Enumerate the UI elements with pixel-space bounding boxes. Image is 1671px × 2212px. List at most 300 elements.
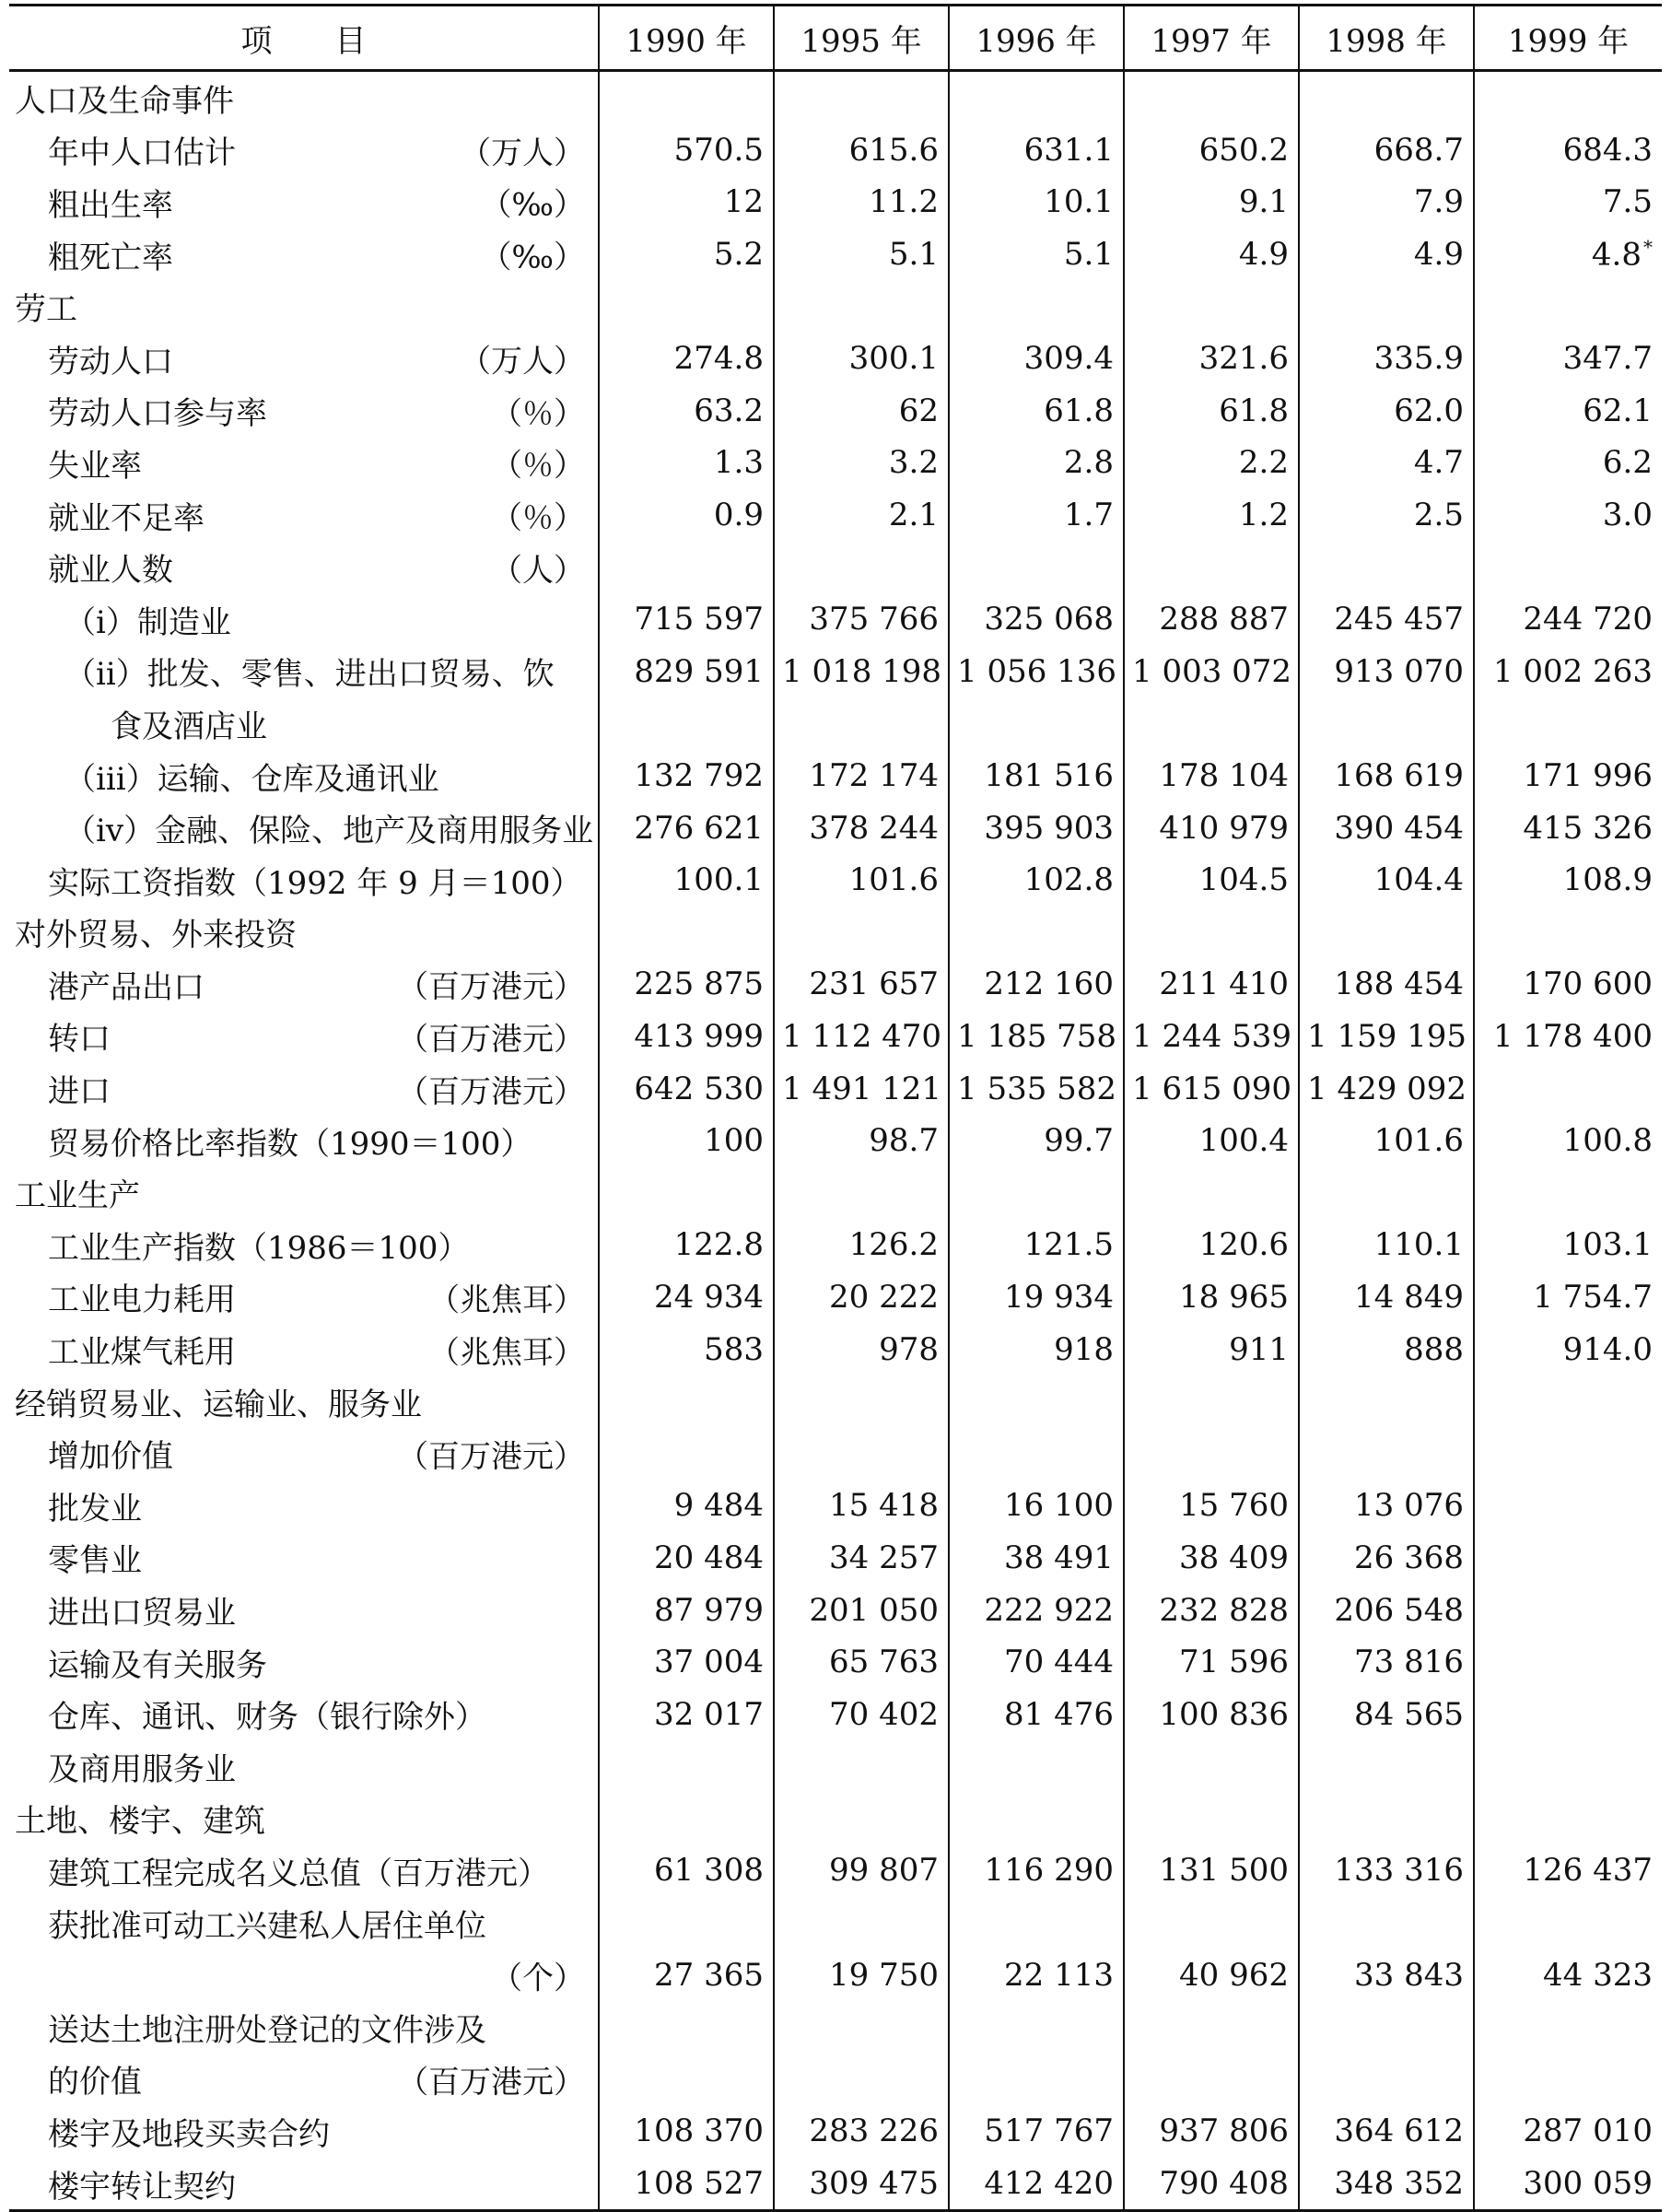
- cell-value: 81 476: [1004, 1695, 1114, 1733]
- row-label: 送达土地注册处登记的文件涉及: [48, 2011, 486, 2049]
- cell-value: 231 657: [809, 966, 939, 1003]
- value-cell: [1299, 1011, 1474, 1063]
- cell-value: 206 548: [1334, 1591, 1464, 1629]
- value-cell: [774, 437, 949, 489]
- value-cell: [1299, 697, 1474, 750]
- row-unit: （百万港元）: [397, 1073, 585, 1111]
- value-cell: [1124, 750, 1299, 802]
- row-unit: （百万港元）: [397, 1438, 585, 1476]
- cell-value: 413 999: [634, 1017, 764, 1055]
- table-row: [9, 1271, 1662, 1324]
- row-unit: （％）: [491, 499, 585, 537]
- value-cell: [599, 593, 774, 646]
- value-cell: [1474, 1480, 1662, 1532]
- value-cell: [774, 1897, 949, 1949]
- value-cell: [599, 385, 774, 438]
- cell-value: 170 600: [1523, 966, 1653, 1003]
- value-cell: [774, 2158, 949, 2211]
- cell-value: 517 767: [984, 2113, 1114, 2150]
- value-cell: [1474, 489, 1662, 542]
- value-cell: [599, 646, 774, 698]
- value-cell: [1124, 958, 1299, 1011]
- value-cell: [774, 802, 949, 854]
- row-item-cell: [9, 1949, 599, 2001]
- table-row: [9, 1897, 1662, 1949]
- cell-value: 375 766: [809, 601, 939, 638]
- cell-value: 108 370: [634, 2113, 764, 2150]
- value-cell: [949, 1480, 1124, 1532]
- cell-value: 171 996: [1523, 757, 1653, 795]
- cell-value: 15 760: [1179, 1487, 1289, 1525]
- table-row: [9, 1166, 1662, 1219]
- cell-value: 20 222: [829, 1278, 939, 1316]
- value-cell: [949, 1897, 1124, 1949]
- cell-value: 364 612: [1334, 2113, 1464, 2150]
- cell-value: 321.6: [1198, 340, 1289, 378]
- cell-value: 2.2: [1238, 444, 1289, 482]
- cell-value: 918: [1054, 1330, 1114, 1368]
- value-cell: [599, 958, 774, 1011]
- cell-value: 15 418: [829, 1487, 939, 1525]
- value-cell: [774, 1480, 949, 1532]
- cell-value: 1 112 470: [782, 1017, 942, 1055]
- value-cell: [774, 2105, 949, 2158]
- cell-value: 121.5: [1023, 1226, 1114, 1264]
- cell-value: 100.4: [1198, 1122, 1289, 1160]
- cell-value: 100.8: [1562, 1122, 1653, 1160]
- value-cell: [774, 1688, 949, 1740]
- cell-value: 288 887: [1159, 601, 1289, 638]
- cell-value: 38 491: [1004, 1539, 1114, 1576]
- value-cell: [1124, 1532, 1299, 1585]
- value-cell: [949, 541, 1124, 593]
- value-cell: [949, 1166, 1124, 1219]
- cell-value: 100: [704, 1122, 764, 1160]
- value-cell: [949, 593, 1124, 646]
- cell-value: 33 843: [1354, 1956, 1464, 1994]
- value-cell: [1474, 385, 1662, 438]
- value-cell: [1124, 854, 1299, 907]
- cell-value: 100.1: [673, 861, 764, 899]
- value-cell: [1124, 1166, 1299, 1219]
- cell-value: 61.8: [1219, 392, 1289, 429]
- row-label: 转口: [48, 1021, 111, 1059]
- value-cell: [949, 1636, 1124, 1689]
- value-cell: [1474, 646, 1662, 698]
- row-item-cell: [9, 1532, 599, 1585]
- value-cell: [1124, 1271, 1299, 1324]
- cell-value: 325 068: [984, 601, 1114, 638]
- value-cell: [1474, 71, 1662, 124]
- value-cell: [1299, 1793, 1474, 1845]
- value-cell: [1474, 854, 1662, 907]
- cell-value: 188 454: [1334, 966, 1464, 1003]
- table-row: [9, 1636, 1662, 1689]
- cell-value: 61.8: [1044, 392, 1114, 429]
- cell-value: 65 763: [829, 1644, 939, 1681]
- cell-value: 131 500: [1159, 1852, 1289, 1890]
- table-row: [9, 333, 1662, 385]
- row-item-cell: [9, 1740, 599, 1793]
- value-cell: [774, 1844, 949, 1897]
- cell-value: 395 903: [984, 809, 1114, 847]
- value-cell: [949, 646, 1124, 698]
- value-cell: [949, 1271, 1124, 1324]
- cell-value: 116 290: [984, 1852, 1114, 1890]
- value-cell: [949, 907, 1124, 959]
- row-item-cell: [9, 385, 599, 438]
- table-row: [9, 71, 1662, 124]
- value-cell: [949, 437, 1124, 489]
- cell-value: 27 365: [654, 1956, 764, 1994]
- cell-value: 415 326: [1523, 809, 1653, 847]
- value-cell: [1299, 1740, 1474, 1793]
- row-label: 失业率: [48, 447, 142, 485]
- cell-value: 829 591: [634, 652, 764, 690]
- row-item-cell: [9, 1793, 599, 1845]
- value-cell: [1124, 1688, 1299, 1740]
- row-label: 工业电力耗用: [48, 1282, 236, 1319]
- cell-value: 583: [704, 1330, 764, 1368]
- row-item-cell: [9, 1323, 599, 1375]
- cell-value: 108.9: [1562, 861, 1653, 899]
- cell-value: 108 527: [634, 2165, 764, 2203]
- cell-value: 10.1: [1044, 183, 1114, 221]
- value-cell: [949, 1584, 1124, 1636]
- cell-value: 110.1: [1373, 1226, 1464, 1264]
- value-cell: [599, 1115, 774, 1167]
- value-cell: [1124, 1062, 1299, 1115]
- cell-value: 212 160: [984, 966, 1114, 1003]
- cell-value: 978: [879, 1330, 939, 1368]
- row-label: 粗出生率: [48, 186, 173, 224]
- cell-value: 570.5: [673, 131, 764, 169]
- value-cell: [774, 1219, 949, 1271]
- table-row: [9, 1480, 1662, 1532]
- value-cell: [1299, 593, 1474, 646]
- value-cell: [949, 1375, 1124, 1428]
- value-cell: [1124, 697, 1299, 750]
- cell-value: 4.9: [1238, 236, 1289, 274]
- row-label: 进出口贸易业: [48, 1595, 236, 1633]
- cell-value: 2.1: [888, 497, 939, 534]
- row-label: 贸易价格比率指数（1990＝100）: [48, 1125, 532, 1163]
- row-item-cell: [9, 1011, 599, 1063]
- cell-value: 1 002 263: [1492, 652, 1653, 690]
- cell-value: 4.8: [1591, 236, 1642, 274]
- value-cell: [1474, 958, 1662, 1011]
- row-label: 劳工: [15, 291, 77, 329]
- value-cell: [1299, 2105, 1474, 2158]
- row-item-cell: [9, 2001, 599, 2054]
- row-item-cell: [9, 750, 599, 802]
- table-row: [9, 1688, 1662, 1740]
- value-cell: [599, 2001, 774, 2054]
- value-cell: [1474, 2105, 1662, 2158]
- value-cell: [949, 2001, 1124, 2054]
- row-item-cell: [9, 176, 599, 228]
- cell-value: 913 070: [1334, 652, 1464, 690]
- cell-value: 911: [1229, 1330, 1289, 1368]
- cell-value: 84 565: [1354, 1695, 1464, 1733]
- table-row: [9, 2001, 1662, 2054]
- value-cell: [1299, 1166, 1474, 1219]
- row-label: 土地、楼宇、建筑: [15, 1803, 265, 1841]
- table-row: [9, 1532, 1662, 1585]
- value-cell: [599, 1532, 774, 1585]
- value-cell: [1124, 907, 1299, 959]
- row-label: 食及酒店业: [111, 708, 267, 745]
- row-item-cell: [9, 1897, 599, 1949]
- row-unit: （兆焦耳）: [428, 1282, 585, 1319]
- value-cell: [599, 2158, 774, 2211]
- value-cell: [1299, 1062, 1474, 1115]
- table-row: [9, 697, 1662, 750]
- value-cell: [949, 1793, 1124, 1845]
- table-row: [9, 1375, 1662, 1428]
- value-cell: [599, 1375, 774, 1428]
- cell-value: 650.2: [1198, 131, 1289, 169]
- cell-value: 70 444: [1004, 1644, 1114, 1681]
- cell-value: 99.7: [1044, 1122, 1114, 1160]
- value-cell: [949, 2105, 1124, 2158]
- value-cell: [1474, 1271, 1662, 1324]
- value-cell: [599, 489, 774, 542]
- value-cell: [1474, 1323, 1662, 1375]
- cell-value: 274.8: [673, 340, 764, 378]
- value-cell: [949, 71, 1124, 124]
- value-cell: [1474, 280, 1662, 333]
- cell-value: 133 316: [1334, 1852, 1464, 1890]
- value-cell: [1299, 750, 1474, 802]
- row-unit: （兆焦耳）: [428, 1334, 585, 1372]
- value-cell: [949, 1219, 1124, 1271]
- cell-value: 211 410: [1159, 966, 1289, 1003]
- cell-value: 132 792: [634, 757, 764, 795]
- value-cell: [599, 1323, 774, 1375]
- value-cell: [774, 124, 949, 177]
- value-cell: [774, 385, 949, 438]
- value-cell: [1299, 1480, 1474, 1532]
- value-cell: [599, 124, 774, 177]
- value-cell: [949, 176, 1124, 228]
- row-item-cell: [9, 907, 599, 959]
- value-cell: [1474, 1688, 1662, 1740]
- cell-value: 715 597: [634, 601, 764, 638]
- value-cell: [1124, 646, 1299, 698]
- row-item-cell: [9, 280, 599, 333]
- cell-value: 201 050: [809, 1591, 939, 1629]
- row-unit: （百万港元）: [397, 1021, 585, 1059]
- header-year: 1997 年: [1124, 6, 1299, 71]
- table-row: [9, 385, 1662, 438]
- cell-value: 13 076: [1354, 1487, 1464, 1525]
- value-cell: [599, 1062, 774, 1115]
- header-year: 1998 年: [1299, 6, 1474, 71]
- cell-value: 37 004: [654, 1644, 764, 1681]
- cell-value: 287 010: [1523, 2113, 1653, 2150]
- row-unit: （人）: [491, 552, 585, 590]
- value-cell: [1124, 280, 1299, 333]
- table-row: [9, 802, 1662, 854]
- row-item-cell: [9, 2158, 599, 2211]
- row-item-cell: [9, 646, 599, 698]
- cell-value: 309 475: [809, 2165, 939, 2203]
- value-cell: [774, 854, 949, 907]
- row-label: 劳动人口: [48, 343, 173, 380]
- value-cell: [949, 854, 1124, 907]
- value-cell: [1474, 1011, 1662, 1063]
- value-cell: [1474, 697, 1662, 750]
- table-row: [9, 593, 1662, 646]
- value-cell: [1299, 1427, 1474, 1480]
- row-unit: （％）: [491, 395, 585, 433]
- cell-value: 1 615 090: [1132, 1070, 1292, 1107]
- cell-value: 1 018 198: [782, 652, 942, 690]
- value-cell: [1299, 1844, 1474, 1897]
- header-year: 1995 年: [774, 6, 949, 71]
- value-cell: [1124, 1584, 1299, 1636]
- header-year: 1999 年: [1474, 6, 1662, 71]
- row-label: 年中人口估计: [48, 135, 236, 172]
- value-cell: [599, 437, 774, 489]
- value-cell: [949, 1011, 1124, 1063]
- value-cell: [1124, 1740, 1299, 1793]
- value-cell: [774, 1793, 949, 1845]
- table-row: [9, 176, 1662, 228]
- cell-value: 4.9: [1413, 236, 1464, 274]
- value-cell: [774, 333, 949, 385]
- cell-value: 3.0: [1602, 497, 1653, 534]
- cell-value: 71 596: [1179, 1644, 1289, 1681]
- value-cell: [1474, 2001, 1662, 2054]
- cell-value: 914.0: [1562, 1330, 1653, 1368]
- cell-value: 1 056 136: [957, 652, 1117, 690]
- value-cell: [599, 2105, 774, 2158]
- value-cell: [1124, 1844, 1299, 1897]
- value-cell: [949, 1688, 1124, 1740]
- cell-value: 32 017: [654, 1695, 764, 1733]
- value-cell: [1474, 1897, 1662, 1949]
- value-cell: [1474, 1062, 1662, 1115]
- cell-value: 62.0: [1394, 392, 1464, 429]
- value-cell: [1299, 1219, 1474, 1271]
- value-cell: [599, 1844, 774, 1897]
- cell-value: 12: [723, 183, 764, 221]
- value-cell: [599, 2054, 774, 2106]
- cell-value: 24 934: [654, 1278, 764, 1316]
- value-cell: [1124, 802, 1299, 854]
- row-item-cell: [9, 2054, 599, 2106]
- value-cell: [949, 1844, 1124, 1897]
- cell-value: 684.3: [1562, 131, 1653, 169]
- value-cell: [949, 802, 1124, 854]
- value-cell: [1299, 1323, 1474, 1375]
- cell-value: 1.7: [1063, 497, 1114, 534]
- row-item-cell: [9, 1219, 599, 1271]
- value-cell: [1299, 646, 1474, 698]
- row-unit: （万人）: [460, 343, 585, 380]
- row-item-cell: [9, 1166, 599, 1219]
- row-label: 就业不足率: [48, 499, 204, 537]
- value-cell: [1474, 1949, 1662, 2001]
- value-cell: [949, 1949, 1124, 2001]
- value-cell: [599, 71, 774, 124]
- value-cell: [774, 1636, 949, 1689]
- row-label: 楼宇及地段买卖合约: [48, 2115, 330, 2153]
- value-cell: [1124, 1793, 1299, 1845]
- value-cell: [1124, 1219, 1299, 1271]
- cell-value: 1 535 582: [957, 1070, 1117, 1107]
- value-cell: [949, 333, 1124, 385]
- value-cell: [774, 1062, 949, 1115]
- value-cell: [1474, 1740, 1662, 1793]
- value-cell: [599, 1480, 774, 1532]
- row-unit: （百万港元）: [397, 968, 585, 1006]
- value-cell: [1474, 750, 1662, 802]
- table-row: [9, 958, 1662, 1011]
- value-cell: [599, 1166, 774, 1219]
- cell-value: 120.6: [1198, 1226, 1289, 1264]
- row-item-cell: [9, 489, 599, 542]
- cell-value: 222 922: [984, 1591, 1114, 1629]
- row-unit: （百万港元）: [397, 2064, 585, 2101]
- row-label: 对外贸易、外来投资: [15, 917, 297, 954]
- cell-value: 1 185 758: [957, 1017, 1117, 1055]
- value-cell: [599, 1949, 774, 2001]
- value-cell: [599, 228, 774, 281]
- header-item: 项 目: [9, 6, 599, 71]
- row-item-cell: [9, 802, 599, 854]
- cell-value: 61 308: [654, 1852, 764, 1890]
- row-item-cell: [9, 1271, 599, 1324]
- row-label: 工业煤气耗用: [48, 1334, 236, 1372]
- cell-value: 300.1: [848, 340, 939, 378]
- cell-value: 1 429 092: [1307, 1070, 1467, 1107]
- row-item-cell: [9, 1480, 599, 1532]
- value-cell: [599, 1740, 774, 1793]
- value-cell: [1299, 489, 1474, 542]
- value-cell: [1474, 333, 1662, 385]
- value-cell: [774, 958, 949, 1011]
- cell-value: 335.9: [1373, 340, 1464, 378]
- cell-value: 34 257: [829, 1539, 939, 1576]
- value-cell: [1474, 1166, 1662, 1219]
- cell-value: 5.1: [1063, 236, 1114, 274]
- value-cell: [1474, 907, 1662, 959]
- cell-value: 6.2: [1602, 444, 1653, 482]
- row-label: 零售业: [48, 1542, 142, 1580]
- header-year: 1996 年: [949, 6, 1124, 71]
- row-item-cell: [9, 1427, 599, 1480]
- value-cell: [599, 1793, 774, 1845]
- cell-value: 104.4: [1373, 861, 1464, 899]
- cell-value: 20 484: [654, 1539, 764, 1576]
- value-cell: [599, 541, 774, 593]
- value-cell: [1124, 437, 1299, 489]
- value-cell: [1299, 2054, 1474, 2106]
- row-label: 获批准可动工兴建私人居住单位: [48, 1907, 486, 1945]
- value-cell: [1299, 2158, 1474, 2211]
- row-label: 批发业: [48, 1490, 142, 1527]
- cell-value: 14 849: [1354, 1278, 1464, 1316]
- value-cell: [599, 280, 774, 333]
- cell-value: 4.7: [1413, 444, 1464, 482]
- value-cell: [949, 1532, 1124, 1585]
- value-cell: [1474, 1219, 1662, 1271]
- cell-value: 168 619: [1334, 757, 1464, 795]
- value-cell: [774, 1011, 949, 1063]
